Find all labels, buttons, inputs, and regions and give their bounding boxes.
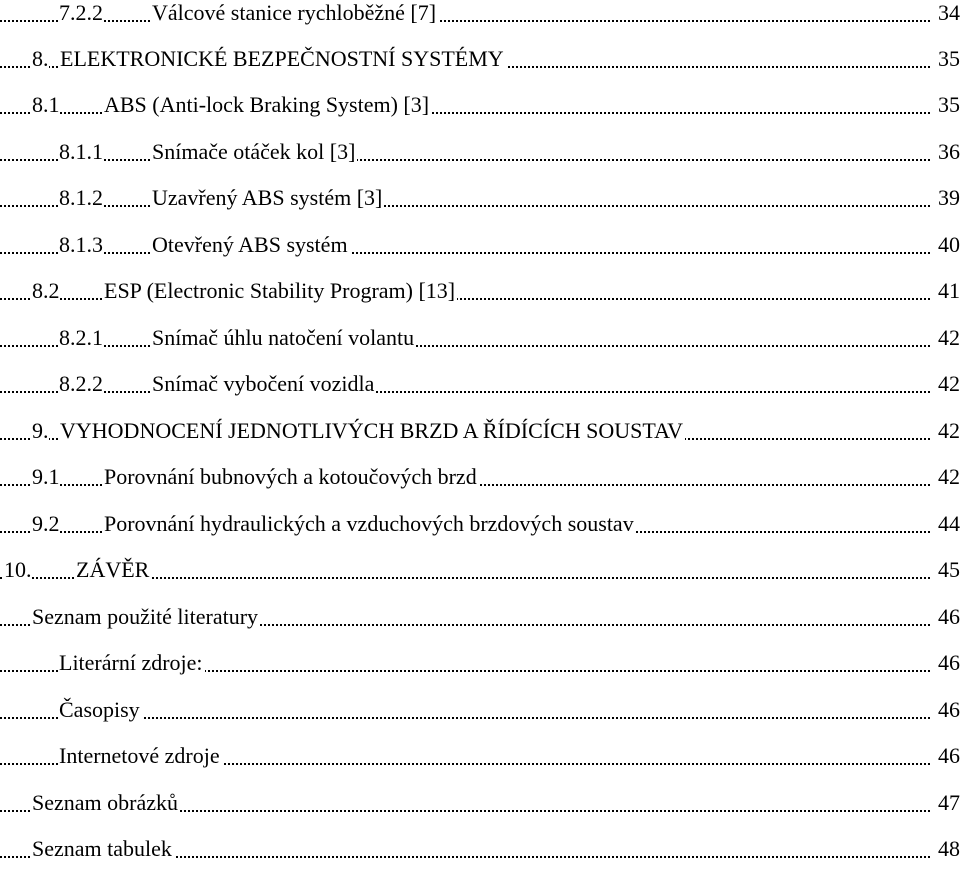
toc-entry[interactable] <box>0 738 960 774</box>
toc-title: Internetové zdroje <box>59 738 222 774</box>
toc-title: ELEKTRONICKÉ BEZPEČNOSTNÍ SYSTÉMY <box>60 41 506 77</box>
toc-entry[interactable] <box>0 785 960 821</box>
toc-page: 46 <box>935 692 960 728</box>
dot-leader <box>0 391 930 393</box>
dot-leader <box>0 20 930 22</box>
toc-number: 7.2.2 <box>59 0 103 31</box>
toc-number: 9.1 <box>32 459 60 495</box>
toc-title: ZÁVĚR <box>76 552 151 588</box>
toc-title: Válcové stanice rychloběžné [7] <box>152 0 438 31</box>
toc-number: 10. <box>4 552 32 588</box>
toc-title: Porovnání hydraulických a vzduchových brzdových soustav <box>104 506 636 542</box>
toc-page: 46 <box>935 645 960 681</box>
dot-leader <box>0 252 930 254</box>
toc-page: 42 <box>935 413 960 449</box>
toc-entry[interactable] <box>0 692 960 728</box>
toc-page: 35 <box>935 87 960 123</box>
toc-entry[interactable] <box>0 552 960 588</box>
toc-title: Časopisy <box>59 692 142 728</box>
toc-page: 42 <box>935 320 960 356</box>
toc-title: ABS (Anti-lock Braking System) [3] <box>104 87 431 123</box>
toc-entry[interactable] <box>0 0 960 31</box>
toc-entry[interactable] <box>0 227 960 263</box>
toc-entry[interactable] <box>0 180 960 216</box>
toc-number: 8.2.2 <box>59 366 103 402</box>
toc-title: Snímače otáček kol [3] <box>152 134 357 170</box>
toc-number: 8.1.2 <box>59 180 103 216</box>
toc-title: Seznam použité literatury <box>32 599 260 635</box>
toc-entry[interactable] <box>0 273 960 309</box>
toc-entry[interactable] <box>0 459 960 495</box>
toc-title: Porovnání bubnových a kotoučových brzd <box>104 459 479 495</box>
toc-number: 8.1 <box>32 87 60 123</box>
toc-number: 9.2 <box>32 506 60 542</box>
toc-entry[interactable] <box>0 831 960 867</box>
toc-page: 47 <box>935 785 960 821</box>
toc-page: 48 <box>935 831 960 867</box>
dot-leader <box>0 159 930 161</box>
toc-entry[interactable] <box>0 134 960 170</box>
toc-title: Seznam obrázků <box>32 785 180 821</box>
toc-page: 46 <box>935 738 960 774</box>
toc-page: 46 <box>935 599 960 635</box>
toc-number: 8.2 <box>32 273 60 309</box>
toc-title: VYHODNOCENÍ JEDNOTLIVÝCH BRZD A ŘÍDÍCÍCH SOUSTAV <box>60 413 685 449</box>
toc-number: 8.2.1 <box>59 320 103 356</box>
toc-number: 8.1.3 <box>59 227 103 263</box>
toc-page: 39 <box>935 180 960 216</box>
toc-number: 9. <box>32 413 49 449</box>
dot-leader <box>0 205 930 207</box>
toc-page: 35 <box>935 41 960 77</box>
toc-number: 8. <box>32 41 49 77</box>
toc-page: 45 <box>935 552 960 588</box>
toc-title: Seznam tabulek <box>32 831 174 867</box>
toc-page: 44 <box>935 506 960 542</box>
toc-number: 8.1.1 <box>59 134 103 170</box>
toc-page: 42 <box>935 366 960 402</box>
toc-entry[interactable] <box>0 366 960 402</box>
toc-title: ESP (Electronic Stability Program) [13] <box>104 273 457 309</box>
toc-entry[interactable] <box>0 41 960 77</box>
toc-title: Snímač úhlu natočení volantu <box>152 320 416 356</box>
toc-entry[interactable] <box>0 506 960 542</box>
toc-page: 41 <box>935 273 960 309</box>
toc-title: Otevřený ABS systém <box>152 227 350 263</box>
toc-page: 40 <box>935 227 960 263</box>
toc-title: Uzavřený ABS systém [3] <box>152 180 384 216</box>
toc-title: Snímač vybočení vozidla <box>152 366 376 402</box>
toc-entry[interactable] <box>0 599 960 635</box>
toc-page: 36 <box>935 134 960 170</box>
toc-page: 42 <box>935 459 960 495</box>
dot-leader <box>0 345 930 347</box>
toc-entry[interactable] <box>0 645 960 681</box>
toc-entry[interactable] <box>0 413 960 449</box>
toc-entry[interactable] <box>0 87 960 123</box>
toc-title: Literární zdroje: <box>59 645 205 681</box>
toc-page: 34 <box>935 0 960 31</box>
toc-entry[interactable] <box>0 320 960 356</box>
